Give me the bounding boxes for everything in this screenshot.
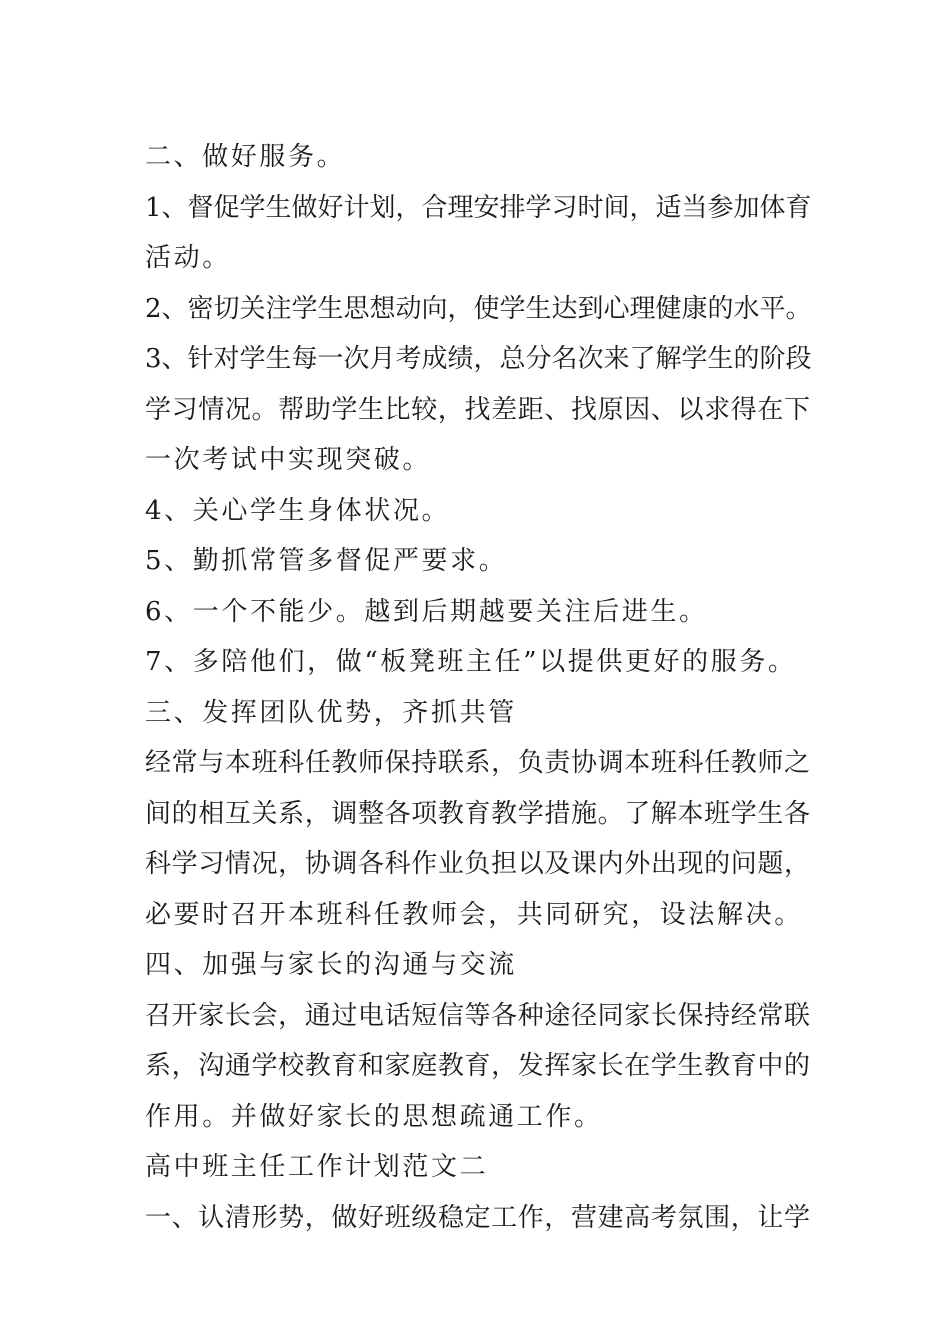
paragraph-line: 科学习情况，协调各科作业负担以及课内外出现的问题， <box>145 849 810 879</box>
paragraph-line: 间的相互关系，调整各项教育教学措施。了解本班学生各 <box>145 798 810 829</box>
paragraph-line: 系，沟通学校教育和家庭教育，发挥家长在学生教育中的 <box>145 1051 810 1081</box>
paragraph-line: 作用。并做好家长的思想疏通工作。 <box>145 1101 603 1132</box>
paragraph-line: 学习情况。帮助学生比较，找差距、找原因、以求得在下 <box>145 394 810 425</box>
paragraph-line: 活动。 <box>145 243 231 273</box>
paragraph-line: 3、针对学生每一次月考成绩，总分名次来了解学生的阶段 <box>145 344 812 374</box>
paragraph-line: 必要时召开本班科任教师会，共同研究，设法解决。 <box>145 899 803 930</box>
paragraph-line: 6、一个不能少。越到后期越要关注后进生。 <box>145 596 708 627</box>
section-heading-parents: 四、加强与家长的沟通与交流 <box>145 950 517 980</box>
article-title-two: 高中班主任工作计划范文二 <box>145 1152 489 1182</box>
section-heading-serve: 二、做好服务。 <box>145 142 346 172</box>
paragraph-line: 7、多陪他们，做“板凳班主任”以提供更好的服务。 <box>145 647 797 677</box>
paragraph-line: 1、督促学生做好计划，合理安排学习时间，适当参加体育 <box>145 192 812 223</box>
paragraph-line: 5、勤抓常管多督促严要求。 <box>145 546 508 576</box>
paragraph-line: 2、密切关注学生思想动向，使学生达到心理健康的水平。 <box>145 293 812 324</box>
section-heading-teamwork: 三、发挥团队优势，齐抓共管 <box>145 697 517 728</box>
paragraph-line: 召开家长会，通过电话短信等各种途径同家长保持经常联 <box>145 1000 810 1031</box>
paragraph-line: 经常与本班科任教师保持联系，负责协调本班科任教师之 <box>145 748 810 778</box>
section-heading-situation: 一、认清形势，做好班级稳定工作，营建高考氛围，让学 <box>145 1202 810 1233</box>
document-body <box>145 132 810 1243</box>
paragraph-line: 4、关心学生身体状况。 <box>145 495 451 526</box>
paragraph-line: 一次考试中实现突破。 <box>145 445 432 475</box>
